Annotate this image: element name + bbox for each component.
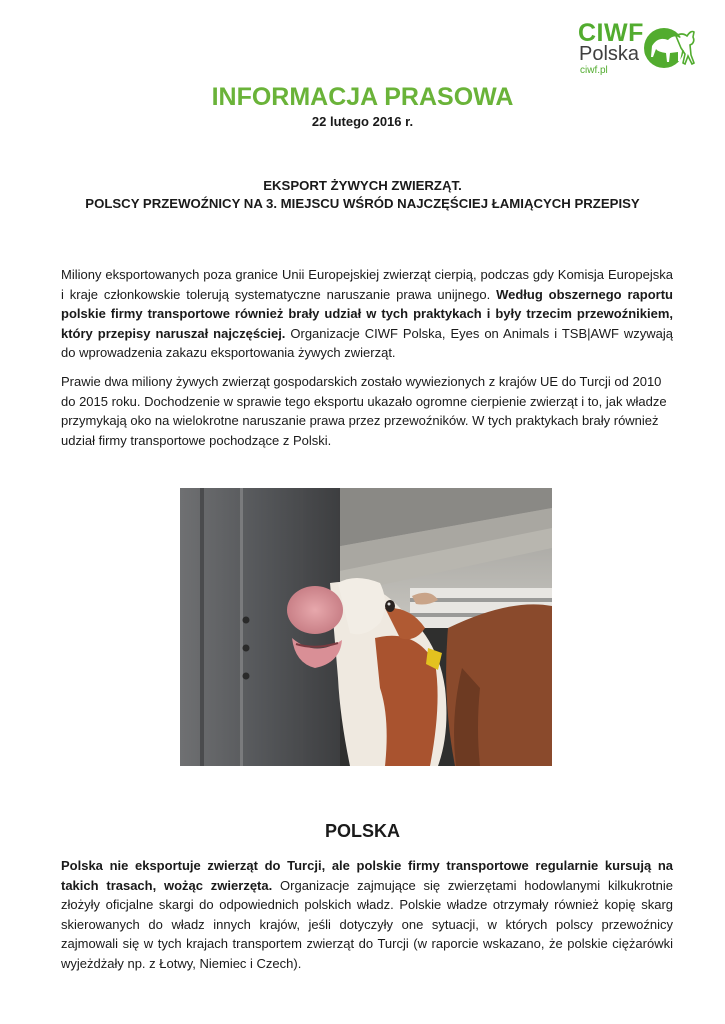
polska-paragraph: [61, 856, 673, 973]
cow-illustration: [180, 488, 552, 766]
intro-text-end: Organizacje CIWF Polska, Eyes on Animals i TSB|AWF wzywają do wprowadzenia zakazu eksportowania żywych zwierząt.: [61, 325, 673, 360]
release-date: 22 lutego 2016 r.: [311, 114, 414, 129]
logo-sub: Polska: [579, 43, 640, 65]
animals-silhouette-icon: [642, 22, 696, 72]
section-heading-polska: POLSKA: [324, 821, 400, 841]
cow-photo: [180, 488, 552, 766]
intro-bold-text: Według obszernego raportu polskie firmy transportowe również brały udział w tych praktykach i były trzecim przewoźnikiem, który przepisy naruszał najczęściej.: [61, 286, 673, 341]
page-title: INFORMACJA PRASOWA: [211, 83, 514, 111]
headline-line-1: EKSPORT ŻYWYCH ZWIERZĄT.: [263, 178, 462, 193]
second-paragraph: Prawie dwa miliony żywych zwierząt gospodarskich zostało wywiezionych z krajów UE do Turcji od 2010 do 2015 roku. Dochodzenie w sprawie tego eksportu ukazało ogromne cierpienie zwierząt i to, jak władze przymykają oko na wielokrotne naruszanie prawa przez przewoźników. W tych praktykach brały również udział firmy transportowe pochodzące z Polski.: [61, 374, 667, 448]
logo-brand: CIWF: [578, 19, 644, 47]
intro-paragraph: [61, 265, 673, 363]
intro-text-start: Miliony eksportowanych poza granice Unii Europejskiej zwierząt cierpią, podczas gdy Komisja Europejska i kraje członkowskie tolerują systematyczne naruszanie prawa unijnego.: [61, 267, 673, 302]
headline-line-2: POLSCY PRZEWOŹNICY NA 3. MIEJSCU WŚRÓD NAJCZĘŚCIEJ ŁAMIĄCYCH PRZEPISY: [85, 196, 640, 211]
polska-bold-text: Polska nie eksportuje zwierząt do Turcji, ale polskie firmy transportowe regularnie kursują na takich trasach, wożąc zwierzęta.: [61, 858, 673, 893]
ciwf-logo: [578, 20, 696, 78]
logo-url: ciwf.pl: [580, 65, 608, 76]
polska-text: Organizacje zajmujące się zwierzętami hodowlanymi kilkukrotnie złożyły oficjalne skargi do odpowiednich polskich władz. Polskie władze otrzymały również kopię skarg skierowanych do władz innych krajów, jeśli dotyczyły one sytuacji, w których polscy przewoźnicy zajmowali się w tych krajach transportem zwierząt do Turcji (w raporcie wskazano, że polskie ciężarówki wyjeżdżały np. z Łotwy, Niemiec i Czech).: [61, 877, 673, 971]
